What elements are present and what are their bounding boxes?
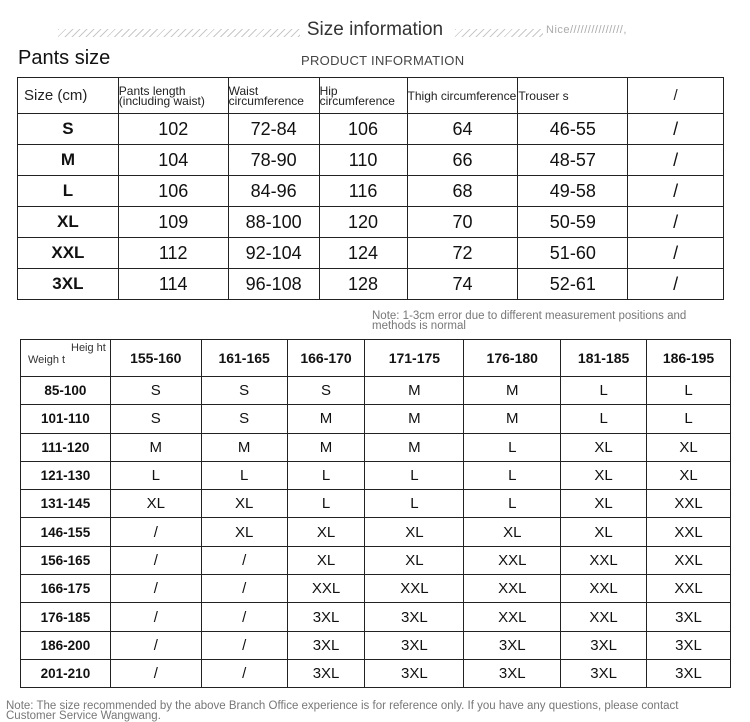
recommended-size: /: [201, 659, 287, 687]
recommended-size: S: [201, 377, 287, 405]
column-header: Trouser s: [518, 78, 628, 114]
recommended-size: XXL: [647, 490, 731, 518]
table-row: [21, 377, 731, 405]
recommended-size: S: [287, 377, 365, 405]
height-range: 181-185: [561, 340, 647, 377]
table-cell: /: [628, 238, 724, 269]
recommended-size: /: [201, 575, 287, 603]
recommended-size: M: [287, 405, 365, 433]
table-row: [18, 269, 724, 300]
table-cell: 78-90: [228, 145, 319, 176]
recommended-size: 3XL: [365, 631, 464, 659]
weight-range: 121-130: [21, 461, 111, 489]
recommended-size: XXL: [561, 603, 647, 631]
recommended-size: /: [110, 575, 201, 603]
table-row: [21, 631, 731, 659]
recommended-size: XXL: [647, 546, 731, 574]
recommended-size: XL: [287, 546, 365, 574]
table-cell: 96-108: [228, 269, 319, 300]
table-cell: /: [628, 145, 724, 176]
pants-size-table: [17, 77, 724, 300]
recommended-size: XXL: [464, 575, 561, 603]
recommended-size: 3XL: [365, 659, 464, 687]
column-header: /: [628, 78, 724, 114]
recommended-size: 3XL: [647, 659, 731, 687]
recommended-size: M: [464, 405, 561, 433]
table-cell: 88-100: [228, 207, 319, 238]
table-row: [21, 461, 731, 489]
table-row: [18, 207, 724, 238]
table-cell: 124: [319, 238, 407, 269]
recommended-size: L: [464, 433, 561, 461]
table-cell: 51-60: [518, 238, 628, 269]
table-row: [21, 546, 731, 574]
recommended-size: XL: [365, 518, 464, 546]
recommended-size: XL: [464, 518, 561, 546]
table-cell: 66: [407, 145, 518, 176]
table-cell: 106: [319, 114, 407, 145]
column-header: Waist circumference: [228, 78, 319, 114]
table-cell: /: [628, 176, 724, 207]
height-range: 186-195: [647, 340, 731, 377]
table-row: [18, 176, 724, 207]
recommended-size: L: [110, 461, 201, 489]
recommended-size: 3XL: [464, 631, 561, 659]
recommended-size: /: [110, 659, 201, 687]
table-row: [21, 659, 731, 687]
height-range: 161-165: [201, 340, 287, 377]
recommended-size: L: [647, 405, 731, 433]
recommended-size: /: [110, 603, 201, 631]
recommended-size: XXL: [464, 603, 561, 631]
recommended-size: /: [110, 518, 201, 546]
corner-height-label: Heig ht: [71, 342, 106, 354]
table-cell: 102: [118, 114, 228, 145]
recommended-size: 3XL: [365, 603, 464, 631]
recommended-size: L: [464, 461, 561, 489]
brand-mark: Nice///////////////,: [546, 24, 627, 36]
height-range: 176-180: [464, 340, 561, 377]
table-cell: 109: [118, 207, 228, 238]
recommended-size: XXL: [647, 575, 731, 603]
recommended-size: L: [201, 461, 287, 489]
recommended-size: M: [110, 433, 201, 461]
size-label: 3XL: [18, 269, 119, 300]
page-title: Size information: [306, 19, 444, 40]
size-recommendation-table: [20, 339, 731, 688]
table-row: [21, 575, 731, 603]
table-cell: 112: [118, 238, 228, 269]
recommended-size: /: [201, 603, 287, 631]
table-row: [18, 238, 724, 269]
table-cell: 116: [319, 176, 407, 207]
table-cell: 72: [407, 238, 518, 269]
height-range: 171-175: [365, 340, 464, 377]
table-cell: 68: [407, 176, 518, 207]
recommended-size: /: [110, 546, 201, 574]
column-header: Pants length (including waist): [118, 78, 228, 114]
size-label: S: [18, 114, 119, 145]
recommended-size: XL: [287, 518, 365, 546]
recommended-size: 3XL: [561, 659, 647, 687]
table-cell: 64: [407, 114, 518, 145]
recommended-size: XL: [647, 433, 731, 461]
table-cell: 84-96: [228, 176, 319, 207]
recommended-size: S: [201, 405, 287, 433]
recommended-size: L: [561, 377, 647, 405]
recommended-size: XXL: [365, 575, 464, 603]
recommended-size: XL: [647, 461, 731, 489]
table-cell: 72-84: [228, 114, 319, 145]
recommended-size: M: [365, 377, 464, 405]
weight-range: 146-155: [21, 518, 111, 546]
recommended-size: S: [110, 377, 201, 405]
recommended-size: XL: [561, 490, 647, 518]
table-row: [21, 518, 731, 546]
table-cell: 106: [118, 176, 228, 207]
recommendation-header: [21, 340, 731, 377]
weight-range: 85-100: [21, 377, 111, 405]
recommended-size: XXL: [561, 575, 647, 603]
recommended-size: M: [365, 433, 464, 461]
recommended-size: M: [365, 405, 464, 433]
recommended-size: XXL: [647, 518, 731, 546]
recommended-size: 3XL: [287, 659, 365, 687]
size-label: XXL: [18, 238, 119, 269]
recommended-size: L: [561, 405, 647, 433]
recommended-size: 3XL: [464, 659, 561, 687]
recommended-size: L: [287, 461, 365, 489]
recommended-size: M: [201, 433, 287, 461]
table-row: [18, 114, 724, 145]
recommended-size: L: [365, 461, 464, 489]
table-row: [21, 433, 731, 461]
table-row: [21, 490, 731, 518]
size-label: L: [18, 176, 119, 207]
recommended-size: XL: [201, 490, 287, 518]
recommended-size: L: [464, 490, 561, 518]
recommended-size: XXL: [287, 575, 365, 603]
title-hatch-right: [455, 29, 543, 37]
recommended-size: 3XL: [287, 603, 365, 631]
column-header: Hip circumference: [319, 78, 407, 114]
recommended-size: L: [287, 490, 365, 518]
recommended-size: XL: [201, 518, 287, 546]
table-cell: 70: [407, 207, 518, 238]
table-cell: 46-55: [518, 114, 628, 145]
column-header: Thigh circumference: [407, 78, 518, 114]
table-cell: 114: [118, 269, 228, 300]
recommended-size: XL: [561, 461, 647, 489]
weight-range: 201-210: [21, 659, 111, 687]
pants-table-header: [18, 78, 724, 114]
recommended-size: XXL: [464, 546, 561, 574]
product-information-heading: PRODUCT INFORMATION: [301, 53, 465, 68]
recommended-size: XL: [110, 490, 201, 518]
table-cell: /: [628, 114, 724, 145]
table-cell: 50-59: [518, 207, 628, 238]
table-cell: 74: [407, 269, 518, 300]
weight-range: 156-165: [21, 546, 111, 574]
weight-range: 101-110: [21, 405, 111, 433]
height-range: 166-170: [287, 340, 365, 377]
recommended-size: 3XL: [647, 603, 731, 631]
weight-range: 186-200: [21, 631, 111, 659]
weight-range: 131-145: [21, 490, 111, 518]
recommended-size: XL: [561, 518, 647, 546]
table-cell: 104: [118, 145, 228, 176]
pants-size-heading: Pants size: [18, 47, 111, 69]
corner-weight-label: Weigh t: [28, 354, 66, 366]
table-cell: 110: [319, 145, 407, 176]
measurement-note: Note: 1-3cm error due to different measurement positions and methods is normal: [372, 310, 687, 332]
table-row: [21, 603, 731, 631]
recommended-size: 3XL: [287, 631, 365, 659]
recommended-size: /: [201, 546, 287, 574]
recommended-size: 3XL: [561, 631, 647, 659]
table-cell: 92-104: [228, 238, 319, 269]
recommended-size: XL: [365, 546, 464, 574]
table-row: [18, 145, 724, 176]
table-cell: 49-58: [518, 176, 628, 207]
size-label: XL: [18, 207, 119, 238]
recommended-size: L: [365, 490, 464, 518]
recommended-size: M: [287, 433, 365, 461]
table-cell: /: [628, 207, 724, 238]
table-cell: /: [628, 269, 724, 300]
table-cell: 48-57: [518, 145, 628, 176]
recommended-size: XL: [561, 433, 647, 461]
recommended-size: M: [464, 377, 561, 405]
size-label: M: [18, 145, 119, 176]
recommended-size: /: [201, 631, 287, 659]
table-row: [21, 405, 731, 433]
table-cell: 52-61: [518, 269, 628, 300]
recommended-size: 3XL: [647, 631, 731, 659]
weight-range: 166-175: [21, 575, 111, 603]
column-header: Size (cm): [18, 78, 119, 114]
weight-range: 111-120: [21, 433, 111, 461]
recommended-size: XXL: [561, 546, 647, 574]
recommended-size: S: [110, 405, 201, 433]
recommended-size: L: [647, 377, 731, 405]
table-cell: 120: [319, 207, 407, 238]
table-cell: 128: [319, 269, 407, 300]
weight-range: 176-185: [21, 603, 111, 631]
reference-note: Note: The size recommended by the above Branch Office experience is for reference only. If you have any questions, please contact Customer Service Wangwang.: [6, 700, 679, 722]
corner-cell: [21, 340, 111, 377]
recommended-size: /: [110, 631, 201, 659]
height-range: 155-160: [110, 340, 201, 377]
